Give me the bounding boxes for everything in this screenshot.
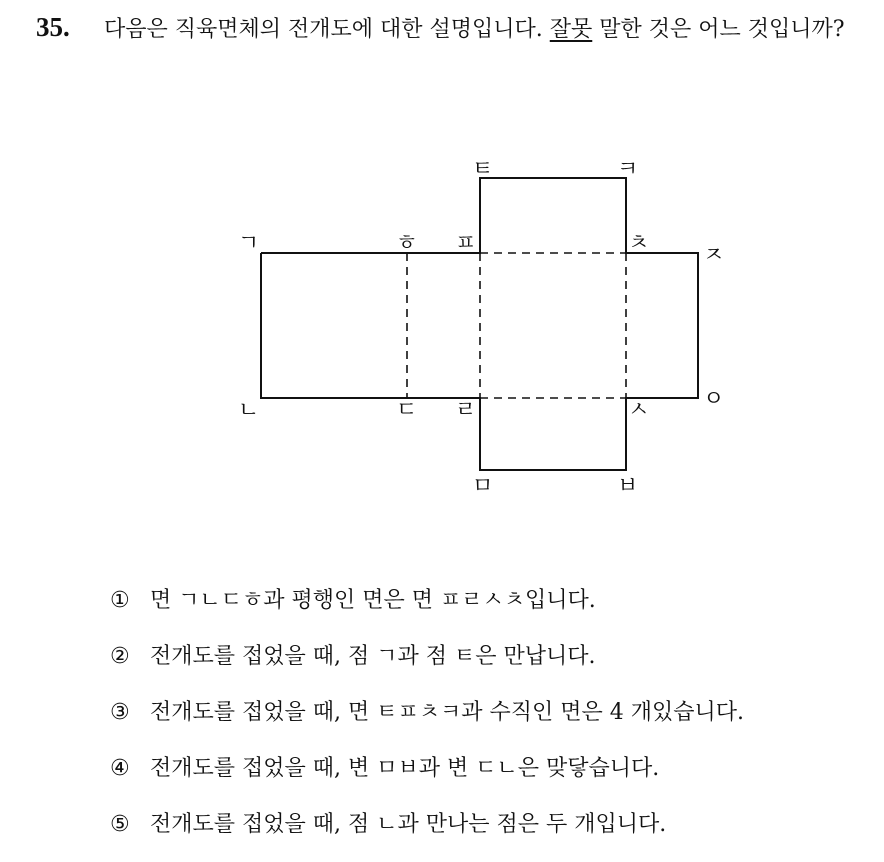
choice-text: 전개도를 접었을 때, 면 ㅌㅍㅊㅋ과 수직인 면은 4 개있습니다. xyxy=(150,700,744,725)
choice-text: 면 ㄱㄴㄷㅎ과 평행인 면은 면 ㅍㄹㅅㅊ입니다. xyxy=(150,588,596,613)
choice-marker: ③ xyxy=(110,700,130,725)
question-stem-end: 말한 것은 어느 것입니까? xyxy=(592,17,845,42)
choice-1[interactable] xyxy=(110,582,744,638)
vertex-label-ch: ㅊ xyxy=(628,231,650,256)
choice-marker: ① xyxy=(110,588,130,613)
vertex-label-d: ㄷ xyxy=(396,398,418,423)
vertex-label-k: ㅋ xyxy=(617,157,639,182)
vertex-label-j: ㅈ xyxy=(703,243,725,268)
choice-text: 전개도를 접었을 때, 변 ㅁㅂ과 변 ㄷㄴ은 맞닿습니다. xyxy=(150,756,660,781)
choice-text: 전개도를 접었을 때, 점 ㄴ과 만나는 점은 두 개입니다. xyxy=(150,812,667,837)
question-number: 35. xyxy=(36,12,70,42)
choice-4[interactable] xyxy=(110,750,744,806)
choice-marker: ② xyxy=(110,644,130,669)
vertex-label-m: ㅁ xyxy=(472,474,494,499)
vertex-label-g: ㄱ xyxy=(238,231,260,256)
vertex-label-o: ㅇ xyxy=(703,387,725,412)
vertex-label-r: ㄹ xyxy=(455,398,477,423)
question-stem-emphasis: 잘못 xyxy=(549,17,593,42)
vertex-label-s: ㅅ xyxy=(628,398,650,423)
answer-choices xyxy=(110,582,744,862)
question-stem-start: 다음은 직육면체의 전개도에 대한 설명입니다. xyxy=(104,17,550,42)
choice-3[interactable] xyxy=(110,694,744,750)
vertex-label-n: ㄴ xyxy=(238,398,260,423)
vertex-label-p: ㅍ xyxy=(455,231,477,256)
vertex-label-h: ㅎ xyxy=(396,231,418,256)
choice-marker: ④ xyxy=(110,756,130,781)
vertex-label-b: ㅂ xyxy=(617,474,639,499)
choice-2[interactable] xyxy=(110,638,744,694)
vertex-label-t: ㅌ xyxy=(472,157,494,182)
choice-5[interactable] xyxy=(110,806,744,862)
choice-marker: ⑤ xyxy=(110,812,130,837)
choice-text: 전개도를 접었을 때, 점 ㄱ과 점 ㅌ은 만납니다. xyxy=(150,644,596,669)
